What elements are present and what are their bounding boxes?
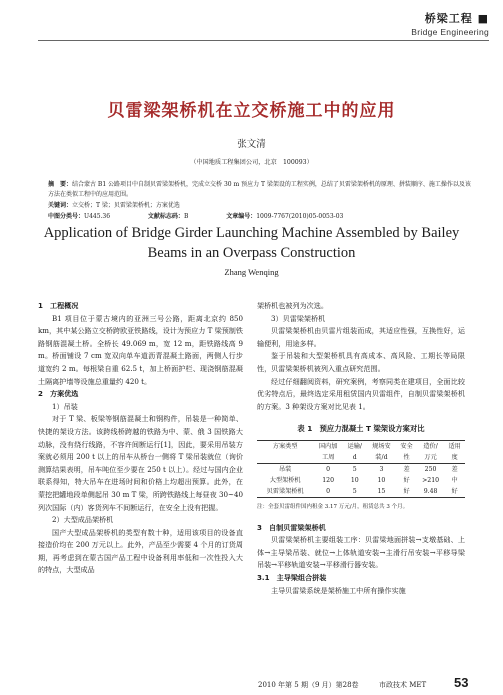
header-marker-icon: ■ xyxy=(477,12,489,25)
table-cell: 大型架桥机 xyxy=(269,476,301,484)
col-header: 装/d xyxy=(367,452,397,464)
paper-author: 张文清 xyxy=(237,139,266,150)
clc-label: 中图分类号： xyxy=(48,213,85,220)
col-header: 性 xyxy=(396,452,417,464)
paragraph: B1 项目位于蒙古境内的亚洲三号公路，距离北京约 850 km，其中某公路立交桥跨欧亚铁路线，设计为预应力 T 梁预制铁路钢筋混凝土桥。全桥长 49.069 m，宽 12 m，距铁路线高 9 m。桥面铺设 7 cm 宽双向单车道沥青混凝土路面，两侧人行步道宽约 2 m。每根梁自重 62.5 t，加上桥面护栏、现浇钢筋混凝土隔离护墙等设施总重量约 420 t。 xyxy=(38,313,243,386)
abstract-text: 结合蒙古 B1 公路项目中自制贝雷梁架桥机，完成立交桥 30 m 预应力 T 梁架设的工程实例，总结了贝雷梁架桥机的原理、拼装顺序、施工操作以及该方法在类似工程中的应用范围。 xyxy=(48,181,471,198)
header-rule xyxy=(38,40,489,41)
paragraph: 鉴于吊装和大型架桥机具有高成本、高风险、工期长等局限性，贝雷梁架桥机被列入重点研究范围。 xyxy=(257,351,465,373)
table-cell: 120 xyxy=(322,476,335,484)
paragraph: 架桥机也被列为次选。 xyxy=(257,301,328,310)
page-footer xyxy=(258,675,469,690)
table-cell: 差 xyxy=(451,465,458,473)
table-note: 注：全套贝雷组件国内租金 3.17 万元/月，租赁总共 3 个月。 xyxy=(257,503,409,510)
doc-code-label: 文献标志码： xyxy=(147,213,184,220)
table-row xyxy=(257,463,465,475)
col-header: 适用 xyxy=(444,440,465,452)
table-row xyxy=(257,486,465,498)
clc-code: U445.36 xyxy=(84,213,111,220)
subsection-heading: 3）贝雷梁架桥机 xyxy=(271,313,326,323)
paragraph: 经过仔细翻阅资料，研究案例，考察同类在建项目，全面比较优劣特点后，最终选定采用租赁国内贝雷组件，自制贝雷梁架桥机的方案。3 种架设方案对比见表 1。 xyxy=(257,376,465,411)
table-header-row xyxy=(257,440,465,452)
table-cell: 吊装 xyxy=(278,465,292,473)
col-header: 万元 xyxy=(417,452,444,464)
section-heading: 3.1 主导梁组合拼装 xyxy=(257,572,327,582)
table-row xyxy=(257,475,465,486)
col-header: 规场安 xyxy=(367,440,397,452)
table-cell: 好 xyxy=(396,486,417,498)
table-cell: 0 xyxy=(313,486,343,498)
table-cell: 中 xyxy=(451,476,458,484)
table-caption: 表 1 预应力混凝土 T 梁架设方案对比 xyxy=(297,424,425,434)
table-cell: 9.48 xyxy=(417,486,444,498)
col-header: 度 xyxy=(444,452,465,464)
right-column xyxy=(257,300,465,597)
left-column xyxy=(38,300,243,577)
table-cell: 250 xyxy=(424,465,437,473)
col-header: 国内加 xyxy=(313,440,343,452)
english-author: Zhang Wenqing xyxy=(224,267,279,277)
col-header xyxy=(257,452,313,464)
article-number: 1009-7767(2010)05-0053-03 xyxy=(256,213,344,220)
comparison-table xyxy=(257,440,465,498)
english-title: Application of Bridge Girder Launching Machine Assembled by Bailey Beams in an Overpass Construction xyxy=(43,225,460,261)
table-cell: 0 xyxy=(326,465,331,473)
table-cell: 10 xyxy=(377,476,386,484)
table-cell: 贝雷梁架桥机 xyxy=(257,486,313,498)
table-cell: 15 xyxy=(367,486,397,498)
journal-name-cn: 桥梁工程 xyxy=(424,12,473,25)
section-heading: 3 自制贝雷梁架桥机 xyxy=(257,522,326,532)
journal-name-en: Bridge Engineering xyxy=(411,27,489,37)
table-cell: 10 xyxy=(350,476,359,484)
section-heading: 1 工程概况 xyxy=(38,301,79,310)
section-heading: 2 方案优选 xyxy=(38,389,79,399)
subsection-heading: 2）大型成品架桥机 xyxy=(52,515,114,525)
author-affiliation: （中国地质工程集团公司，北京 100093） xyxy=(190,159,313,166)
abstract xyxy=(48,180,473,200)
abstract-label: 摘 要： xyxy=(48,181,73,188)
journal-header xyxy=(411,10,489,37)
paragraph: 对于 T 梁、板梁等钢筋混凝土和钢构件，吊装是一种简单、快捷的架设方法。该跨线桥跨越的铁路为中、蒙、俄 3 国铁路大动脉，没有绕行线路，不容许间断运行[1]，因此，要采用吊装方案就必须用 200 t 以上的吊车从桥台一侧将 T 梁吊装就位（询价测算结果表明，吊车吨位至少要在 250 t 以上）。经过与国内企业联系得知，特大吊车在进场时间和价格上均超出预算。此外，在蒙挖把罐地段单侧起吊 30 m T 梁，所跨铁路线上每昼夜 30~40 列次国际（内）客货列车不间断运行，在安全上没有把握。 xyxy=(38,414,243,512)
keywords-text: 立交桥；T 梁；贝雷梁架桥机；方案优选 xyxy=(72,202,180,209)
article-number-label: 文章编号： xyxy=(226,213,257,220)
col-header: d xyxy=(343,452,367,464)
keywords-label: 关键词： xyxy=(48,202,73,209)
table-header-row xyxy=(257,452,465,464)
keywords xyxy=(48,201,473,211)
col-header: 运输/ xyxy=(343,440,367,452)
subsection-heading: 1）吊装 xyxy=(52,401,78,411)
paragraph: 国产大型成品架桥机的类型有数十种，适用该项目的设备直接造价均在 200 万元以上。此外，产品至少需要 4 个月的订货周期，再考虑到在蒙古国产品工程中设备利用率低和一次性投入大的特点，大型成品 xyxy=(38,527,243,575)
col-header: 工周 xyxy=(313,452,343,464)
table-cell: >210 xyxy=(422,476,440,484)
col-header: 造价/ xyxy=(417,440,444,452)
table-cell: 差 xyxy=(403,465,410,473)
journal-name-footer: 市政技术 MET xyxy=(379,681,427,689)
table-cell: 5 xyxy=(343,486,367,498)
table-cell: 好 xyxy=(444,486,465,498)
paragraph: 贝雷梁架桥机主要组装工序：贝雷梁地面拼装→支墩基础、上体→主导梁吊装、就位→上体轨道安装→主滑行吊安装→平移导梁吊装→平移轨道安装→平移滑行器安装。 xyxy=(257,535,465,570)
col-header: 方案类型 xyxy=(257,440,313,452)
paragraph: 贝雷梁架桥机由贝雷片组装而成，其适应性强，互换性好，运输便利，用途多样。 xyxy=(257,326,465,348)
table-cell: 好 xyxy=(403,476,410,484)
issue-info: 2010 年第 5 期（9 月）第28卷 xyxy=(258,681,359,689)
paper-title: 贝雷梁架桥机在立交桥施工中的应用 xyxy=(107,101,396,121)
paragraph: 主导贝雷梁系统是架桥施工中所有操作实施 xyxy=(271,585,406,595)
classification-line xyxy=(48,212,473,222)
doc-code: B xyxy=(183,213,189,220)
table-cell: 3 xyxy=(379,465,384,473)
col-header: 安全 xyxy=(396,440,417,452)
page-number: 53 xyxy=(454,675,469,690)
table-cell: 5 xyxy=(352,465,357,473)
